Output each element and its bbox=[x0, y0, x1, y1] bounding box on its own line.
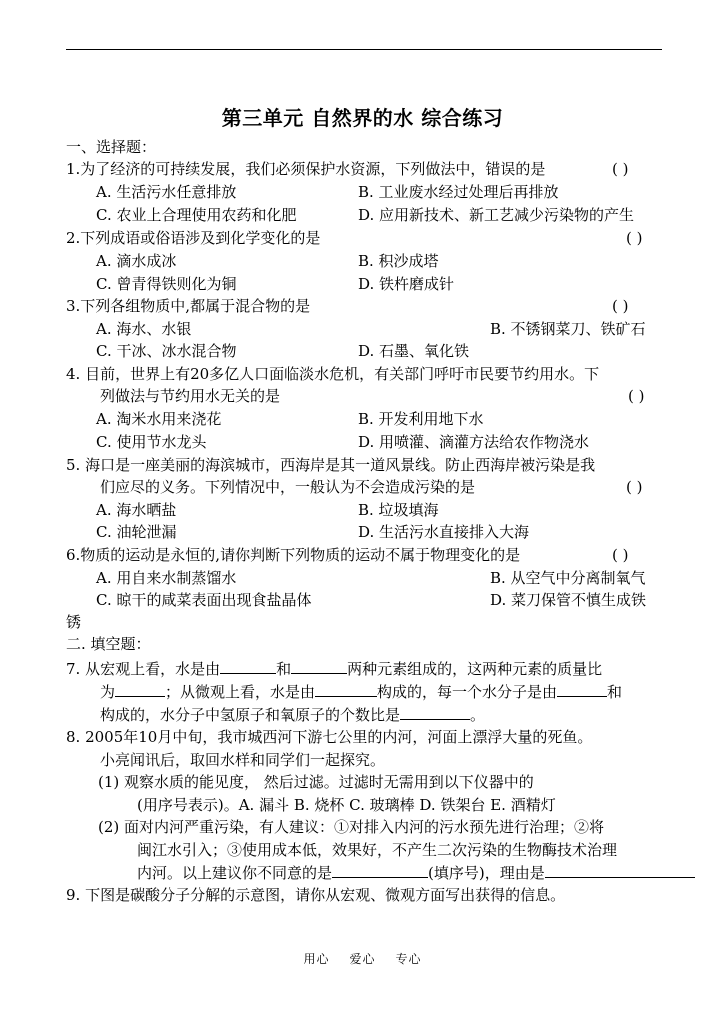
question-2-option-c: C. 曾青得铁则化为铜 bbox=[96, 275, 237, 293]
question-4-stem: 4. 目前，世界上有20多亿人口面临淡水危机，有关部门呼吁市民要节约用水。下 bbox=[66, 365, 600, 383]
question-3-option-d: D. 石墨、氧化铁 bbox=[358, 342, 470, 360]
question-7-blank-3 bbox=[115, 681, 165, 697]
question-7-text-2b: ；从微观上看，水是由 bbox=[165, 683, 316, 701]
question-1-option-d: D. 应用新技术、新工艺减少污染物的产生 bbox=[358, 206, 635, 224]
question-2-option-b: B. 积沙成塔 bbox=[358, 252, 439, 270]
question-8-part-1-line-2: (用序号表示)。A. 漏斗 B. 烧杯 C. 玻璃棒 D. 铁架台 E. 酒精灯 bbox=[137, 796, 556, 814]
question-4-option-d: D. 用喷灌、滴灌方法给农作物浇水 bbox=[358, 433, 590, 451]
question-8-part-1-line-1: (1) 观察水质的能见度， 然后过滤。过滤时无需用到以下仪器中的 bbox=[98, 773, 534, 791]
question-2-option-a: A. 滴水成冰 bbox=[96, 252, 177, 270]
question-6-answer-paren: ( ) bbox=[612, 546, 629, 564]
footer-text-1: 用心 bbox=[303, 952, 330, 966]
footer-text-3: 专心 bbox=[395, 952, 422, 966]
question-5-option-b: B. 垃圾填海 bbox=[358, 501, 439, 519]
question-4-stem-continued: 列做法与节约用水无关的是 bbox=[100, 387, 281, 405]
question-6-option-d-wrap: 锈 bbox=[66, 613, 82, 631]
question-7-line-2 bbox=[100, 681, 622, 702]
question-8-blank-2 bbox=[545, 862, 695, 878]
question-7-text-1c: 两种元素组成的，这两种元素的质量比 bbox=[347, 660, 603, 678]
question-7-text-2d: 和 bbox=[607, 683, 623, 701]
question-5-answer-paren: ( ) bbox=[626, 478, 643, 496]
question-5-option-d: D. 生活污水直接排入大海 bbox=[358, 523, 530, 541]
question-4-answer-paren: ( ) bbox=[628, 387, 645, 405]
section-fill-heading: 二. 填空题： bbox=[66, 635, 151, 653]
question-8-part-2-line-3 bbox=[137, 862, 695, 883]
question-3-stem: 3.下列各组物质中,都属于混合物的是 bbox=[66, 297, 311, 315]
question-8-line-1: 8. 2005年10月中旬，我市城西河下游七公里的内河，河面上漂浮大量的死鱼。 bbox=[66, 728, 593, 746]
question-7-line-1 bbox=[66, 658, 602, 679]
question-8-part-2-line-1: (2) 面对内河严重污染，有人建议：①对排入内河的污水预先进行治理；②将 bbox=[98, 818, 605, 836]
question-2-answer-paren: ( ) bbox=[626, 229, 643, 247]
question-3-option-b: B. 不锈钢菜刀、铁矿石 bbox=[490, 320, 646, 338]
header-rule bbox=[66, 49, 662, 50]
question-1-option-b: B. 工业废水经过处理后再排放 bbox=[358, 183, 559, 201]
question-7-blank-6 bbox=[400, 704, 470, 720]
question-6-option-c: C. 晾干的咸菜表面出现食盐晶体 bbox=[96, 591, 312, 609]
question-7-blank-1 bbox=[220, 658, 276, 674]
question-8-part-2-line-2: 闽江水引入；③使用成本低，效果好，不产生二次污染的生物酶技术治理 bbox=[137, 841, 618, 859]
page-footer bbox=[0, 950, 725, 967]
question-8-blank-1 bbox=[332, 862, 428, 878]
question-2-option-d: D. 铁杵磨成针 bbox=[358, 275, 455, 293]
section-choice-heading: 一、选择题： bbox=[66, 138, 157, 156]
question-1-answer-paren: ( ) bbox=[612, 160, 629, 178]
question-6-stem: 6.物质的运动是永恒的,请你判断下列物质的运动不属于物理变化的是 bbox=[66, 546, 521, 564]
question-4-option-a: A. 淘米水用来浇花 bbox=[96, 410, 222, 428]
question-1-option-a: A. 生活污水任意排放 bbox=[96, 183, 237, 201]
footer-text-2: 爱心 bbox=[349, 952, 376, 966]
page-title: 第三单元 自然界的水 综合练习 bbox=[221, 106, 504, 130]
question-7-text-2c: 构成的，每一个水分子是由 bbox=[377, 683, 558, 701]
question-8-text-3b: (填序号)，理由是 bbox=[428, 864, 545, 882]
question-1-stem: 1.为了经济的可持续发展，我们必须保护水资源，下列做法中，错误的是 bbox=[66, 160, 546, 178]
question-5-option-c: C. 油轮泄漏 bbox=[96, 523, 177, 541]
question-8-line-2: 小亮闻讯后，取回水样和同学们一起探究。 bbox=[100, 751, 386, 769]
question-6-option-d: D. 菜刀保管不慎生成铁 bbox=[490, 591, 647, 609]
question-7-text-3b: 。 bbox=[470, 706, 486, 724]
question-2-stem: 2.下列成语或俗语涉及到化学变化的是 bbox=[66, 229, 321, 247]
question-7-text-2a: 为 bbox=[100, 683, 116, 701]
question-3-answer-paren: ( ) bbox=[612, 297, 629, 315]
question-4-option-c: C. 使用节水龙头 bbox=[96, 433, 207, 451]
question-6-option-a: A. 用自来水制蒸馏水 bbox=[96, 569, 237, 587]
question-5-stem-continued: 们应尽的义务。下列情况中，一般认为不会造成污染的是 bbox=[100, 478, 476, 496]
question-7-blank-5 bbox=[557, 681, 607, 697]
question-5-option-a: A. 海水晒盐 bbox=[96, 501, 177, 519]
question-7-text-1a: 7. 从宏观上看，水是由 bbox=[66, 660, 221, 678]
question-7-blank-4 bbox=[315, 681, 377, 697]
question-7-line-3 bbox=[100, 704, 485, 725]
question-4-option-b: B. 开发利用地下水 bbox=[358, 410, 484, 428]
question-5-stem: 5. 海口是一座美丽的海滨城市，西海岸是其一道风景线。防止西海岸被污染是我 bbox=[66, 456, 596, 474]
question-3-option-c: C. 干冰、冰水混合物 bbox=[96, 342, 237, 360]
question-6-option-b: B. 从空气中分离制氧气 bbox=[490, 569, 646, 587]
question-9-stem: 9. 下图是碳酸分子分解的示意图，请你从宏观、微观方面写出获得的信息。 bbox=[66, 886, 566, 904]
question-7-text-1b: 和 bbox=[276, 660, 292, 678]
question-7-blank-2 bbox=[291, 658, 347, 674]
question-8-text-3a: 内河。以上建议你不同意的是 bbox=[137, 864, 333, 882]
question-3-option-a: A. 海水、水银 bbox=[96, 320, 192, 338]
question-1-option-c: C. 农业上合理使用农药和化肥 bbox=[96, 206, 297, 224]
question-7-text-3a: 构成的，水分子中氢原子和氧原子的个数比是 bbox=[100, 706, 401, 724]
